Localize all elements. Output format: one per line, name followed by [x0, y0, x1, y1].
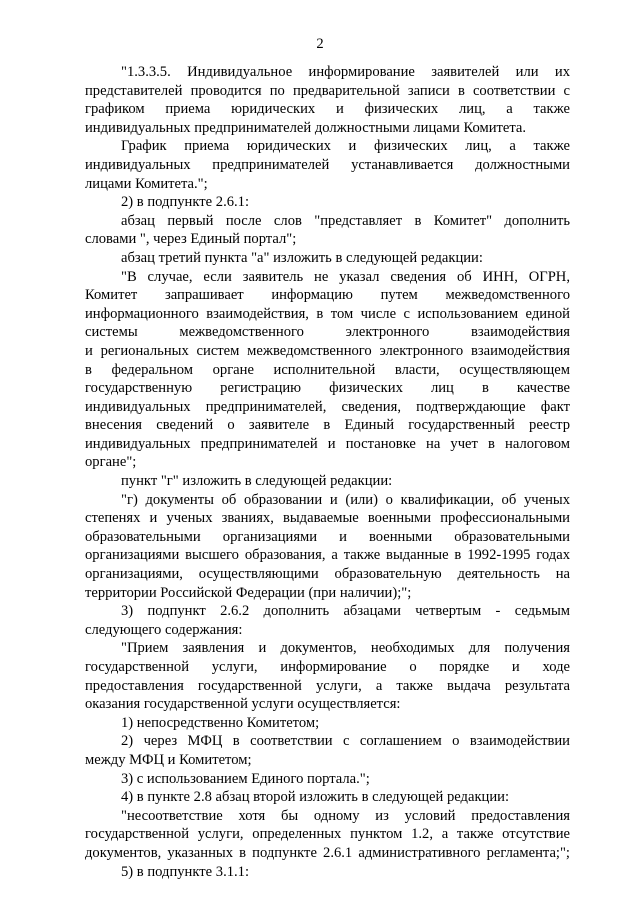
text-line: "несоответствие хотя бы одному из условий предоставления — [121, 807, 570, 824]
text-line: следующего содержания: — [85, 621, 243, 638]
text-line: системы межведомственного электронного взаимодействия — [85, 324, 570, 341]
text-line: "г) документы об образовании и (или) о квалификации, об ученых — [121, 491, 570, 508]
text-line: "1.3.3.5. Индивидуальное информирование заявителей или их — [121, 64, 570, 80]
text-line: 2) через МФЦ в соответствии с соглашением о взаимодействии — [121, 733, 570, 750]
text-line: лицами Комитета."; — [85, 175, 208, 192]
document-body — [85, 63, 570, 881]
text-line: 1) непосредственно Комитетом; — [121, 714, 320, 731]
text-line: Комитет запрашивает информацию путем межведомственного — [85, 287, 570, 304]
text-line: в федеральном органе исполнительной власти, осуществляющем — [85, 361, 570, 378]
text-line: индивидуальных предпринимателей должностными лицами Комитета. — [85, 119, 527, 136]
text-line: График приема юридических и физических лиц, а также — [121, 138, 570, 155]
text-line: оказания государственной услуги осуществляется: — [85, 696, 401, 713]
text-line: органе"; — [85, 454, 137, 471]
text-line: территории Российской Федерации (при наличии);"; — [85, 584, 412, 601]
text-line: 5) в подпункте 3.1.1: — [121, 863, 250, 880]
text-line: словами ", через Единый портал"; — [85, 231, 297, 248]
text-line: индивидуальных предпринимателей устанавливается должностными — [85, 156, 570, 173]
text-line: 3) с использованием Единого портала."; — [121, 770, 370, 787]
text-line: информационного взаимодействия, в том числе с использованием единой — [85, 305, 570, 322]
text-line: "В случае, если заявитель не указал сведения об ИНН, ОГРН, — [121, 268, 570, 285]
text-line: абзац третий пункта "а" изложить в следующей редакции: — [121, 249, 483, 266]
text-line: организациями высшего образования, а также выданные в 1992-1995 годах — [85, 547, 570, 564]
text-line: организациями, осуществляющими образовательную деятельность на — [85, 566, 570, 583]
text-line: государственную регистрацию физических лиц в качестве — [85, 380, 570, 397]
text-line: представителей проводится по предварительной записи в соответствии с — [85, 82, 570, 99]
text-line: степенях и ученых званиях, выдаваемые военными профессиональными — [85, 510, 570, 527]
text-line: "Прием заявления и документов, необходимых для получения — [121, 640, 570, 657]
text-line: 3) подпункт 2.6.2 дополнить абзацами четвертым - седьмым — [121, 603, 570, 620]
text-line: образовательными организациями и военными образовательными — [85, 528, 570, 545]
text-line: абзац первый после слов "представляет в Комитет" дополнить — [121, 212, 570, 229]
text-line: документов, указанных в подпункте 2.6.1 административного регламента;"; — [85, 844, 570, 861]
text-line: предоставления государственной услуги, а также выдача результата — [85, 677, 570, 694]
text-line: государственной услуги, информирование о порядке и ходе — [85, 659, 570, 675]
text-line: пункт "г" изложить в следующей редакции: — [121, 473, 393, 490]
text-line: внесения сведений о заявителе в Единый государственный реестр — [85, 417, 570, 434]
text-line: индивидуальных предпринимателей и постановке на учет в налоговом — [85, 435, 570, 452]
text-line: и региональных систем межведомственного электронного взаимодействия — [85, 342, 570, 359]
text-line: графиком приема юридических и физических лиц, а также — [85, 101, 570, 118]
text-line: индивидуальных предпринимателей, сведения, подтверждающие факт — [85, 398, 570, 415]
text-line: государственной услуги, определенных пунктом 1.2, а также отсутствие — [85, 826, 570, 843]
text-line: 4) в пункте 2.8 абзац второй изложить в следующей редакции: — [121, 789, 510, 806]
text-line: между МФЦ и Комитетом; — [85, 751, 252, 768]
page-number: 2 — [316, 36, 324, 52]
text-line: 2) в подпункте 2.6.1: — [121, 194, 250, 211]
